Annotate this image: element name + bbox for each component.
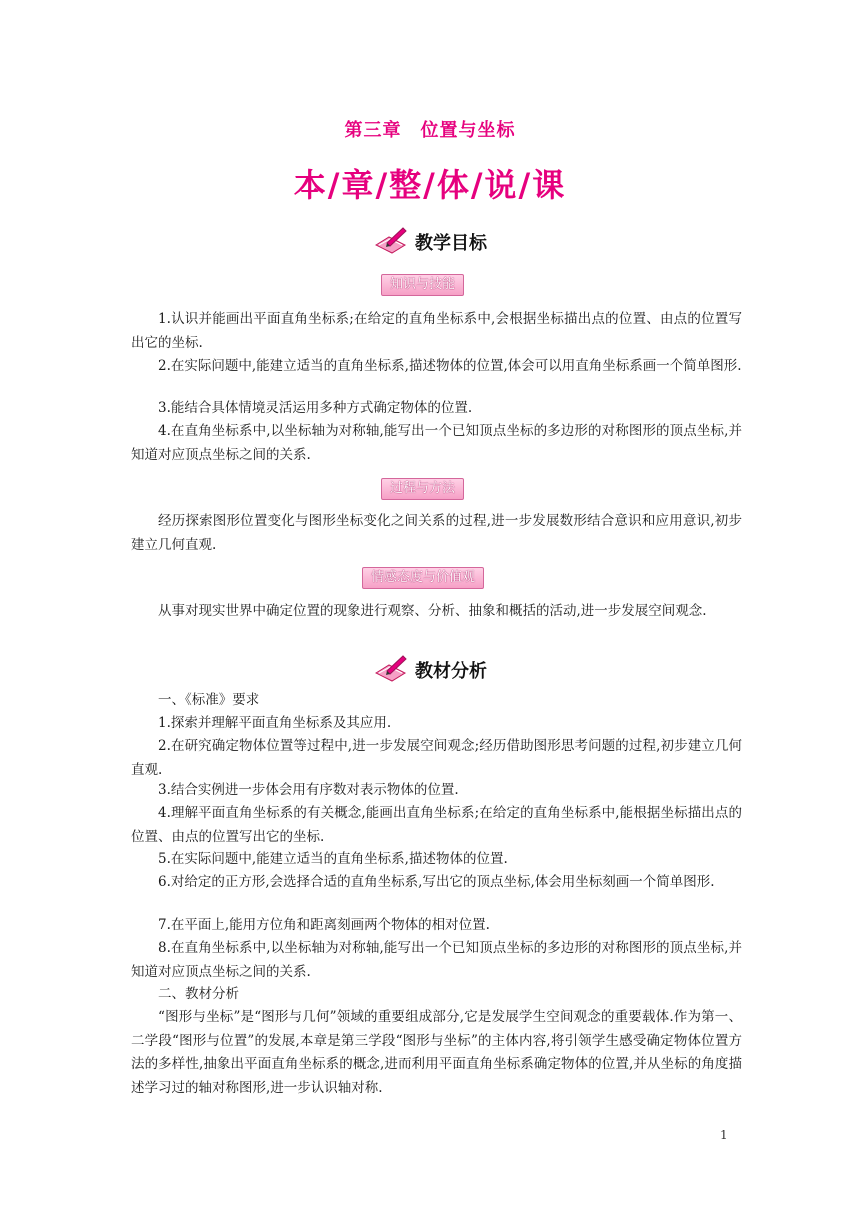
standard-item-5: 5.在实际问题中,能建立适当的直角坐标系,描述物体的位置. [158,851,508,867]
standard-item-3: 3.结合实例进一步体会用有序数对表示物体的位置. [158,782,459,798]
goal-item-3: 3.能结合具体情境灵活运用多种方式确定物体的位置. [158,400,473,416]
goal-item-2: 2.在实际问题中,能建立适当的直角坐标系,描述物体的位置,体会可以用直角坐标系画一个简单图形. [158,358,742,374]
standard-item-1: 1.探索并理解平面直角坐标系及其应用. [158,715,392,731]
section-goals-title: 教学目标 [415,233,487,254]
section-analysis-heading [0,655,860,685]
section-goals-heading [0,227,860,257]
process-text: 经历探索图形位置变化与图形坐标变化之间关系的过程,进一步发展数形结合意识和应用意识,初步建立几何直观. [131,513,742,553]
page-number: 1 [720,1128,728,1142]
section-analysis-title: 教材分析 [415,661,487,682]
analysis-text: “图形与坐标”是“图形与几何”领域的重要组成部分,它是发展学生空间观念的重要载体.作为第一、二学段“图形与位置”的发展,本章是第三学段“图形与坐标”的主体内容,将引领学生感受确定物体位置方法的多样性,抽象出平面直角坐标系的概念,进而利用平面直角坐标系确定物体的位置,并从坐标的角度描述学习过的轴对称图形,进一步认识轴对称. [131,1009,742,1096]
standards-heading: 一、《标准》要求 [158,692,260,708]
chapter-title: 第三章 位置与坐标 [344,120,516,141]
analysis-heading: 二、教材分析 [158,986,239,1002]
standard-item-7: 7.在平面上,能用方位角和距离刻画两个物体的相对位置. [158,917,490,933]
emotion-text: 从事对现实世界中确定位置的现象进行观察、分析、抽象和概括的活动,进一步发展空间观念. [158,603,707,619]
standard-item-4: 4.理解平面直角坐标系的有关概念,能画出直角坐标系;在给定的直角坐标系中,能根据坐标描出点的位置、由点的位置写出它的坐标. [131,805,742,845]
pencil-paper-icon [373,225,409,259]
standard-item-6: 6.对给定的正方形,会选择合适的直角坐标系,写出它的顶点坐标,体会用坐标刻画一个简单图形. [158,874,715,890]
goal-item-4: 4.在直角坐标系中,以坐标轴为对称轴,能写出一个已知顶点坐标的多边形的对称图形的顶点坐标,并知道对应顶点坐标之间的关系. [131,423,742,463]
emotion-values-label: 情感态度与价值观 [362,567,484,589]
banner-title: 本/章/整/体/说/课 [293,166,567,204]
pencil-paper-icon [373,653,409,687]
knowledge-skills-label: 知识与技能 [381,274,464,296]
goal-item-1: 1.认识并能画出平面直角坐标系;在给定的直角坐标系中,会根据坐标描出点的位置、由点的位置写出它的坐标. [131,311,742,351]
process-methods-label: 过程与方法 [381,478,464,500]
standard-item-8: 8.在直角坐标系中,以坐标轴为对称轴,能写出一个已知顶点坐标的多边形的对称图形的顶点坐标,并知道对应顶点坐标之间的关系. [131,940,742,980]
standard-item-2: 2.在研究确定物体位置等过程中,进一步发展空间观念;经历借助图形思考问题的过程,初步建立几何直观. [131,738,742,778]
